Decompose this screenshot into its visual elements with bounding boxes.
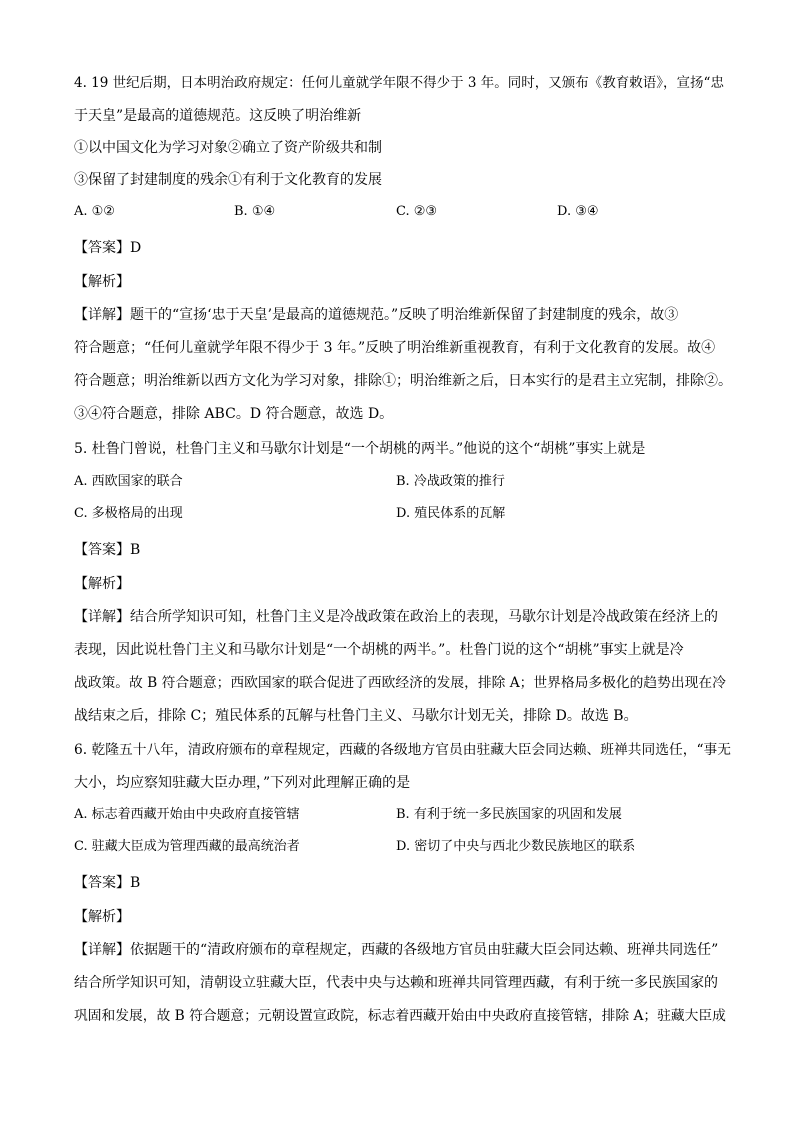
q4-detail-line-2: 符合题意；“任何儿童就学年限不得少于 3 年。”反映了明治维新重视教育，有利于文化教育的发展。故④ — [74, 340, 716, 356]
q4-option-c: C. ②③ — [396, 204, 438, 219]
q5-analysis-label: 【解析】 — [74, 576, 130, 592]
q6-analysis-label: 【解析】 — [74, 909, 130, 925]
q5-option-b: B. 冷战政策的推行 — [396, 474, 505, 489]
q5-detail-line-2: 表现，因此说杜鲁门主义和马歇尔计划是“一个胡桃的两半。”。杜鲁门说的这个“胡桃”事实上就是冷 — [74, 642, 684, 658]
q4-option-d: D. ③④ — [557, 204, 599, 219]
q6-answer: 【答案】B — [74, 875, 141, 891]
q5-option-c: C. 多极格局的出现 — [74, 506, 183, 521]
q4-item-line-1: ①以中国文化为学习对象②确立了资产阶级共和制 — [74, 140, 382, 156]
q5-answer: 【答案】B — [74, 542, 141, 558]
q5-detail-line-4: 战结束之后，排除 C；殖民体系的瓦解与杜鲁门主义、马歇尔计划无关，排除 D。故选 B。 — [74, 708, 638, 724]
q6-detail — [74, 934, 724, 1033]
q6-stem-line-1: 6. 乾隆五十八年，清政府颁布的章程规定，西藏的各级地方官员由驻藏大臣会同达赖、班禅共同选任，“事无 — [74, 742, 732, 758]
q6-option-d: D. 密切了中央与西北少数民族地区的联系 — [396, 839, 636, 854]
q6-option-a: A. 标志着西藏开始由中央政府直接管辖 — [74, 807, 300, 822]
q4-answer: 【答案】D — [74, 240, 142, 256]
q6-stem-line-2: 大小，均应察知驻藏大臣办理，”下列对此理解正确的是 — [74, 775, 411, 791]
q5-option-a: A. 西欧国家的联合 — [74, 474, 183, 489]
q5-detail — [74, 601, 724, 733]
q4-option-b: B. ①④ — [234, 204, 276, 219]
q6-detail-line-1: 【详解】依据题干的“清政府颁布的章程规定，西藏的各级地方官员由驻藏大臣会同达赖、班禅共同选任” — [74, 942, 719, 958]
q6-detail-line-3: 巩固和发展，故 B 符合题意；元朝设置宣政院，标志着西藏开始由中央政府直接管辖，排除 A；驻藏大臣成 — [74, 1008, 726, 1024]
q4-detail — [74, 299, 732, 431]
q6-option-c: C. 驻藏大臣成为管理西藏的最高统治者 — [74, 839, 300, 854]
q4-detail-line-4: ③④符合题意，排除 ABC。D 符合题意，故选 D。 — [74, 406, 394, 422]
q4-stem-line-1: 4. 19 世纪后期，日本明治政府规定：任何儿童就学年限不得少于 3 年。同时，又颁布《教育敕语》，宣扬“忠 — [74, 75, 724, 91]
q5-detail-line-3: 战政策。故 B 符合题意；西欧国家的联合促进了西欧经济的发展，排除 A；世界格局多极化的趋势出现在冷 — [74, 675, 726, 691]
q5-detail-line-1: 【详解】结合所学知识可知，杜鲁门主义是冷战政策在政治上的表现，马歇尔计划是冷战政策在经济上的 — [74, 609, 718, 625]
q4-stem-line-2: 于天皇”是最高的道德规范。这反映了明治维新 — [74, 108, 362, 124]
q4-analysis-label: 【解析】 — [74, 274, 130, 290]
q6-option-b: B. 有利于统一多民族国家的巩固和发展 — [396, 807, 622, 822]
q4-detail-line-3: 符合题意；明治维新以西方文化为学习对象，排除①；明治维新之后，日本实行的是君主立宪制，排除②。 — [74, 373, 732, 389]
q4-item-line-2: ③保留了封建制度的残余①有利于文化教育的发展 — [74, 172, 382, 188]
q5-stem: 5. 杜鲁门曾说，杜鲁门主义和马歇尔计划是“一个胡桃的两半。”他说的这个“胡桃”事实上就是 — [74, 441, 646, 457]
q4-option-a: A. ①② — [74, 204, 115, 219]
q5-option-d: D. 殖民体系的瓦解 — [396, 506, 506, 521]
q4-detail-line-1: 【详解】题干的“宣扬‘忠于天皇’是最高的道德规范。”反映了明治维新保留了封建制度的残余，故③ — [74, 307, 679, 323]
q6-detail-line-2: 结合所学知识可知，清朝设立驻藏大臣，代表中央与达赖和班禅共同管理西藏，有利于统一多民族国家的 — [74, 975, 718, 991]
